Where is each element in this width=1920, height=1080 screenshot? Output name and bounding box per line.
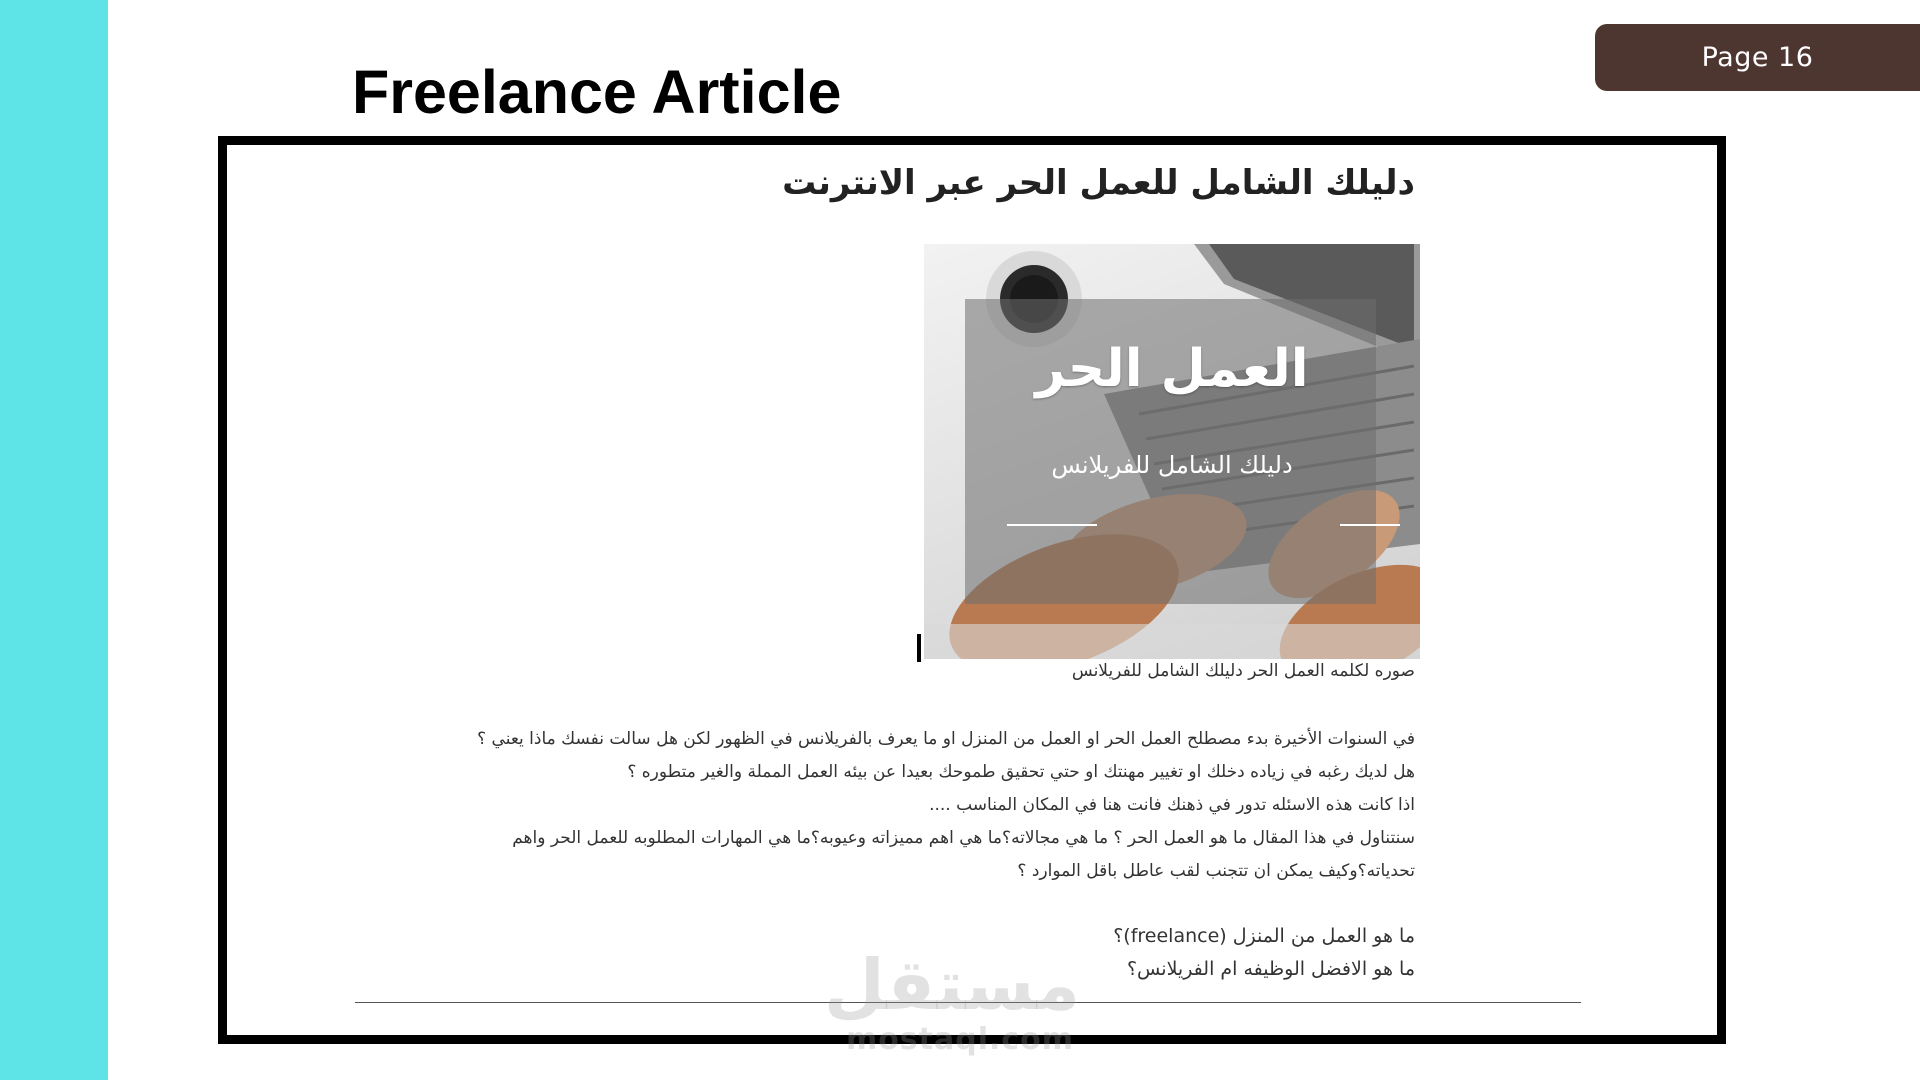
text-cursor [917,634,921,662]
hero-divider-left [1007,524,1097,526]
article-document [227,145,1717,1035]
paragraph-line: سنتناول في هذا المقال ما هو العمل الحر ؟ ما هي مجالاته؟ما هي اهم مميزاته وعيوبه؟ما هي المهارات المطلوبه للعمل الحر واهم [512,828,1415,848]
watermark-logo: مستقل [823,944,1080,1026]
hero-divider-right [1340,524,1400,526]
paragraph-line: في السنوات الأخيرة بدء مصطلح العمل الحر او العمل من المنزل او ما يعرف بالفريلانس في الظهور لكن هل سالت نفسك ماذا يعني ؟ [477,729,1415,749]
article-hero-image [924,244,1420,659]
page-number-badge: Page 16 [1595,24,1920,91]
watermark-url: mostaql.com [845,1022,1075,1057]
question-line: ما هو العمل من المنزل (freelance)؟ [1113,925,1415,947]
question-line: ما هو الافضل الوظيفه ام الفريلانس؟ [1126,958,1415,980]
left-accent-bar [0,0,108,1080]
article-screenshot-frame [218,136,1726,1044]
article-intro [315,723,1415,888]
hero-title: العمل الحر [1035,339,1309,399]
article-heading: دليلك الشامل للعمل الحر عبر الانترنت [782,163,1415,203]
hero-subtitle: دليلك الشامل للفريلانس [1051,451,1293,479]
slide-title: Freelance Article [352,58,842,126]
paragraph-line: تحدياته؟وكيف يمكن ان تتجنب لقب عاطل باقل الموارد ؟ [1017,861,1415,881]
article-questions [715,920,1415,986]
paragraph-line: هل لديك رغبه في زياده دخلك او تغيير مهنتك او حتي تحقيق طموحك بعيدا عن بيئه العمل المملة والغير متطوره ؟ [627,762,1415,782]
image-caption: صوره لكلمه العمل الحر دليلك الشامل للفريلانس [1071,661,1415,681]
paragraph-line: اذا كانت هذه الاسئله تدور في ذهنك فانت هنا في المكان المناسب .... [929,795,1415,815]
horizontal-rule [355,1002,1581,1003]
